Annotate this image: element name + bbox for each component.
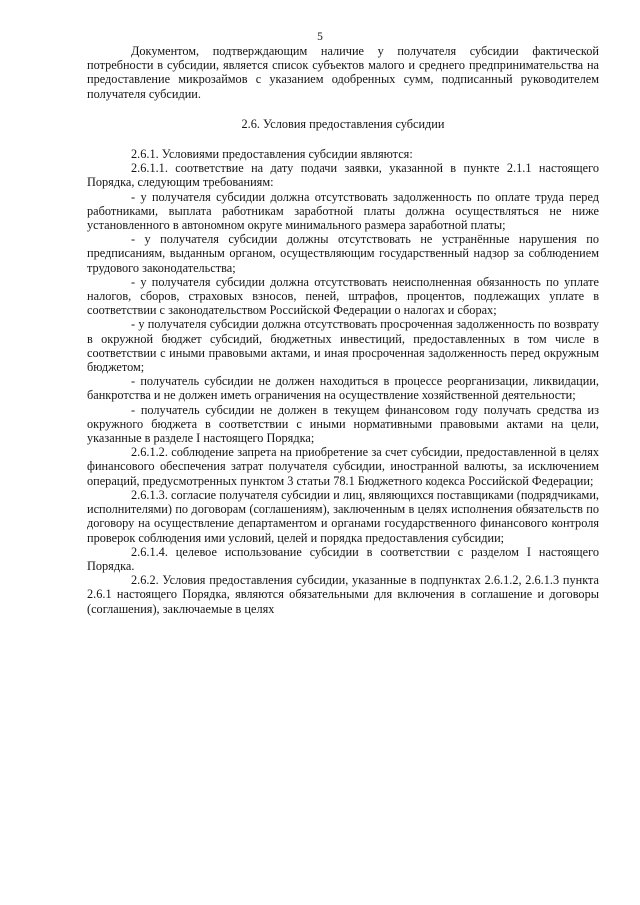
- section-heading: 2.6. Условия предоставления субсидии: [241, 116, 445, 131]
- requirement-no-liquidation: - получатель субсидии не должен находиться в процессе реорганизации, ликвидации, банкротства и не должен иметь ограничения на осуществление хозяйственной деятельности;: [87, 374, 599, 403]
- requirement-no-other-funds: - получатель субсидии не должен в текущем финансовом году получать средства из окружного бюджета в соответствии с иными нормативными правовыми актами на цели, указанные в разделе I настоящего Порядка;: [87, 402, 599, 446]
- intro-paragraph: Документом, подтверждающим наличие у получателя субсидии фактической потребности в субсидии, является список субъектов малого и среднего предпринимательства на предоставление микрозаймов с указанием одобренных сумм, подписанный руководителем получателя субсидии.: [87, 44, 599, 101]
- clause-2-6-1-4: 2.6.1.4. целевое использование субсидии в соответствии с разделом I настоящего Порядка.: [87, 544, 599, 573]
- page-number: 5: [317, 31, 323, 43]
- requirement-labor-violations: - у получателя субсидии должны отсутствовать не устранённые нарушения по предписаниям, выданным органом, осуществляющим государственный надзор за соблюдением трудового законодательства;: [87, 232, 599, 275]
- clause-2-6-1: 2.6.1. Условиями предоставления субсидии являются:: [131, 147, 413, 162]
- clause-2-6-1-3: 2.6.1.3. согласие получателя субсидии и лиц, являющихся поставщиками (подрядчиками, исполнителями) по договорам (соглашениям), заключенным в целях исполнения обязательств по договору на осуществление департаментом и органами государственного финансового контроля проверок соблюдения ими условий, целей и порядка предоставления субсидии;: [87, 487, 599, 545]
- clause-2-6-2: 2.6.2. Условия предоставления субсидии, указанные в подпунктах 2.6.1.2, 2.6.1.3 пункта 2.6.1 настоящего Порядка, являются обязательными для включения в соглашение и договоры (соглашения), заключаемые в целях: [87, 573, 599, 616]
- document-body: [87, 44, 599, 616]
- clause-2-6-1-2: 2.6.1.2. соблюдение запрета на приобретение за счет субсидии, предоставленной в целях финансового обеспечения затрат получателя субсидии, иностранной валюты, за исключением операций, предусмотренных пунктом 3 статьи 78.1 Бюджетного кодекса Российской Федерации;: [87, 445, 599, 488]
- requirement-tax-debt: - у получателя субсидии должна отсутствовать неисполненная обязанность по уплате налогов, сборов, страховых взносов, пеней, штрафов, процентов, подлежащих уплате в соответствии с законодательством Российской Федерации о налогах и сборах;: [87, 274, 599, 318]
- requirement-wage-arrears: - у получателя субсидии должна отсутствовать задолженность по оплате труда перед работниками, выплата работникам заработной платы должна осуществляться не ниже установленного в автономном округе минимального размера заработной платы;: [87, 189, 599, 233]
- clause-2-6-1-1: 2.6.1.1. соответствие на дату подачи заявки, указанной в пункте 2.1.1 настоящего Порядка, следующим требованиям:: [87, 161, 599, 190]
- section-2-6: [87, 117, 599, 616]
- requirement-budget-debt: - у получателя субсидии должна отсутствовать просроченная задолженность по возврату в окружной бюджет субсидий, бюджетных инвестиций, предоставленных в том числе в соответствии с иными правовыми актами, и иная просроченная задолженность перед окружным бюджетом;: [87, 317, 599, 375]
